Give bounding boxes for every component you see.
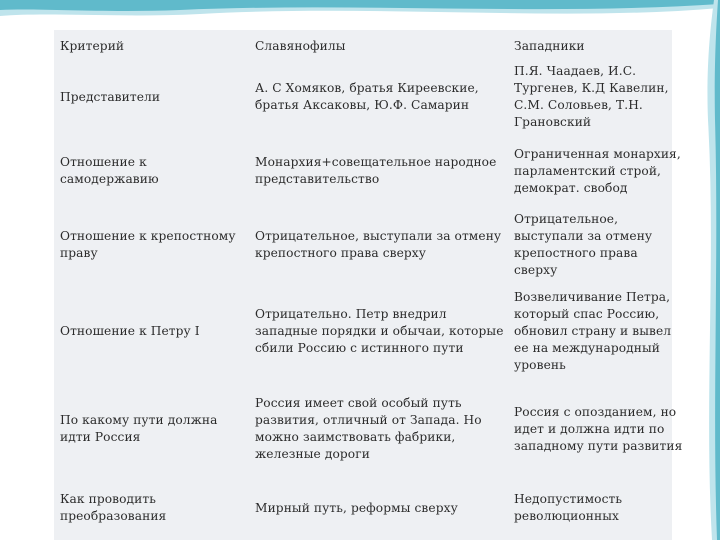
westerners-cell: П.Я. Чаадаев, И.С. Тургенев, К.Д Кавелин, С.М. Соловьев, Т.Н. Грановский xyxy=(514,64,669,129)
slavophiles-cell: Отрицательно. Петр внедрил западные порядки и обычаи, которые сбили Россию с истинного пути xyxy=(255,306,504,355)
criterion-cell: Отношение к Петру I xyxy=(60,323,200,338)
table-row xyxy=(54,63,688,131)
criterion-cell: Представители xyxy=(60,89,161,104)
slavophiles-cell: Монархия+совещательное народное представительство xyxy=(255,155,497,186)
table-row xyxy=(54,211,688,279)
westerners-cell: Недопустимость революционных xyxy=(514,492,623,523)
criterion-cell: Отношение к самодержавию xyxy=(60,155,159,186)
comparison-table xyxy=(54,30,688,541)
table-row xyxy=(54,279,688,383)
header-criterion: Критерий xyxy=(60,39,125,53)
table-header-row xyxy=(54,30,688,63)
table-row xyxy=(54,475,688,541)
decorative-wave-side xyxy=(690,0,720,540)
westerners-cell: Ограниченная монархия, парламентский строй, демократ. свобод xyxy=(514,146,681,195)
slavophiles-cell: Отрицательное, выступали за отмену крепостного права сверху xyxy=(255,229,502,260)
header-slavophiles: Славянофилы xyxy=(255,39,346,53)
westerners-cell: Возвеличивание Петра, который спас Россию, обновил страну и вывел ее на международный уровень xyxy=(514,289,672,372)
criterion-cell: Как проводить преобразования xyxy=(60,492,167,523)
table-row xyxy=(54,131,688,211)
criterion-cell: Отношение к крепостному праву xyxy=(60,229,236,260)
criterion-cell: По какому пути должна идти Россия xyxy=(60,413,218,444)
header-westerners: Западники xyxy=(514,39,585,53)
slavophiles-cell: Мирный путь, реформы сверху xyxy=(255,500,458,515)
westerners-cell: Отрицательное, выступали за отмену крепостного права сверху xyxy=(514,212,653,277)
westerners-cell: Россия с опозданием, но идет и должна идти по западному пути развития xyxy=(514,404,683,453)
table-row xyxy=(54,383,688,475)
slavophiles-cell: Россия имеет свой особый путь развития, отличный от Запада. Но можно заимствовать фабрики, железные дороги xyxy=(255,396,482,461)
slavophiles-cell: А. С Хомяков, братья Киреевские, братья Аксаковы, Ю.Ф. Самарин xyxy=(255,81,479,112)
